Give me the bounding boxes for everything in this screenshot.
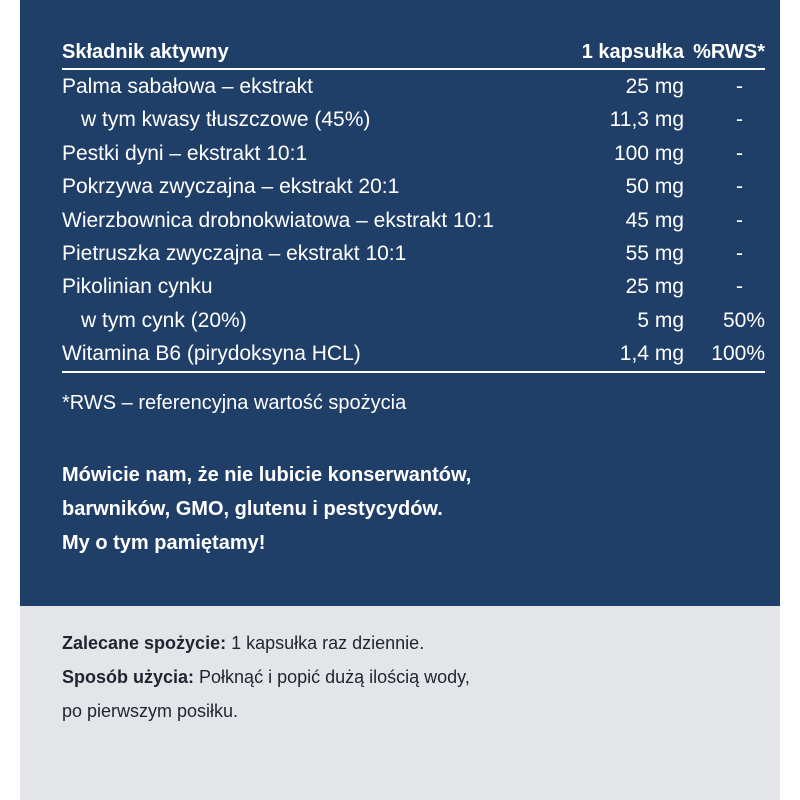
table-row	[62, 304, 765, 337]
brand-message	[62, 458, 471, 560]
table-row	[62, 237, 765, 270]
usage-method-continued: po pierwszym posiłku.	[62, 701, 239, 721]
ingredient-name: Palma sabałowa – ekstrakt	[62, 75, 313, 98]
ingredient-name: w tym kwasy tłuszczowe (45%)	[81, 108, 371, 132]
ingredient-name: Witamina B6 (pirydoksyna HCL)	[62, 342, 361, 366]
table-row	[62, 137, 765, 170]
message-line: barwników, GMO, glutenu i pestycydów.	[62, 498, 443, 520]
ingredient-name: w tym cynk (20%)	[81, 308, 247, 332]
usage-text	[62, 626, 470, 728]
ingredient-amount: 100 mg	[613, 141, 684, 165]
table-header	[62, 36, 765, 68]
ingredient-rws: -	[736, 175, 743, 199]
method-text: Połknąć i popić dużą ilością wody,	[194, 667, 470, 687]
recommended-text: 1 kapsułka raz dziennie.	[226, 633, 425, 653]
ingredient-amount: 45 mg	[625, 208, 684, 232]
ingredient-amount: 50 mg	[625, 175, 684, 199]
ingredient-amount: 25 mg	[625, 275, 684, 299]
recommended-label: Zalecane spożycie:	[62, 633, 227, 653]
method-label: Sposób użycia:	[62, 667, 195, 687]
ingredient-amount: 5 mg	[637, 308, 684, 332]
table-row	[62, 337, 765, 370]
ingredient-rws: 100%	[711, 342, 765, 366]
header-amount: 1 kapsułka	[581, 41, 684, 63]
ingredient-name: Pietruszka zwyczajna – ekstrakt 10:1	[62, 241, 407, 265]
ingredient-amount: 25 mg	[625, 75, 684, 98]
recommended-dose	[62, 626, 470, 660]
ingredients-panel	[20, 0, 780, 606]
table-row	[62, 103, 765, 136]
ingredient-amount: 55 mg	[625, 241, 684, 265]
ingredient-name: Pestki dyni – ekstrakt 10:1	[62, 141, 308, 165]
message-line: My o tym pamiętamy!	[62, 532, 266, 554]
table-row	[62, 70, 765, 103]
usage-method	[62, 660, 470, 694]
ingredient-amount: 11,3 mg	[609, 108, 684, 132]
table-row	[62, 204, 765, 237]
header-ingredient: Składnik aktywny	[62, 41, 229, 63]
ingredient-rws: -	[736, 241, 743, 265]
ingredient-name: Pokrzywa zwyczajna – ekstrakt 20:1	[62, 175, 400, 199]
ingredient-rws: -	[736, 75, 743, 98]
ingredient-name: Pikolinian cynku	[62, 275, 213, 299]
ingredient-rws: 50%	[722, 308, 765, 332]
header-rws: %RWS*	[693, 41, 765, 63]
ingredients-table	[62, 36, 765, 373]
ingredient-rws: -	[736, 275, 743, 299]
table-row	[62, 170, 765, 203]
message-line: Mówicie nam, że nie lubicie konserwantów,	[62, 464, 472, 486]
rws-footnote: *RWS – referencyjna wartość spożycia	[62, 392, 407, 414]
ingredient-rws: -	[736, 141, 743, 165]
table-row	[62, 270, 765, 303]
ingredient-rws: -	[736, 108, 743, 132]
ingredient-rws: -	[736, 208, 743, 232]
usage-section	[20, 606, 780, 800]
ingredient-name: Wierzbownica drobnokwiatowa – ekstrakt 10:1	[62, 208, 494, 232]
ingredient-amount: 1,4 mg	[619, 342, 684, 366]
table-bottom-divider	[62, 371, 765, 373]
